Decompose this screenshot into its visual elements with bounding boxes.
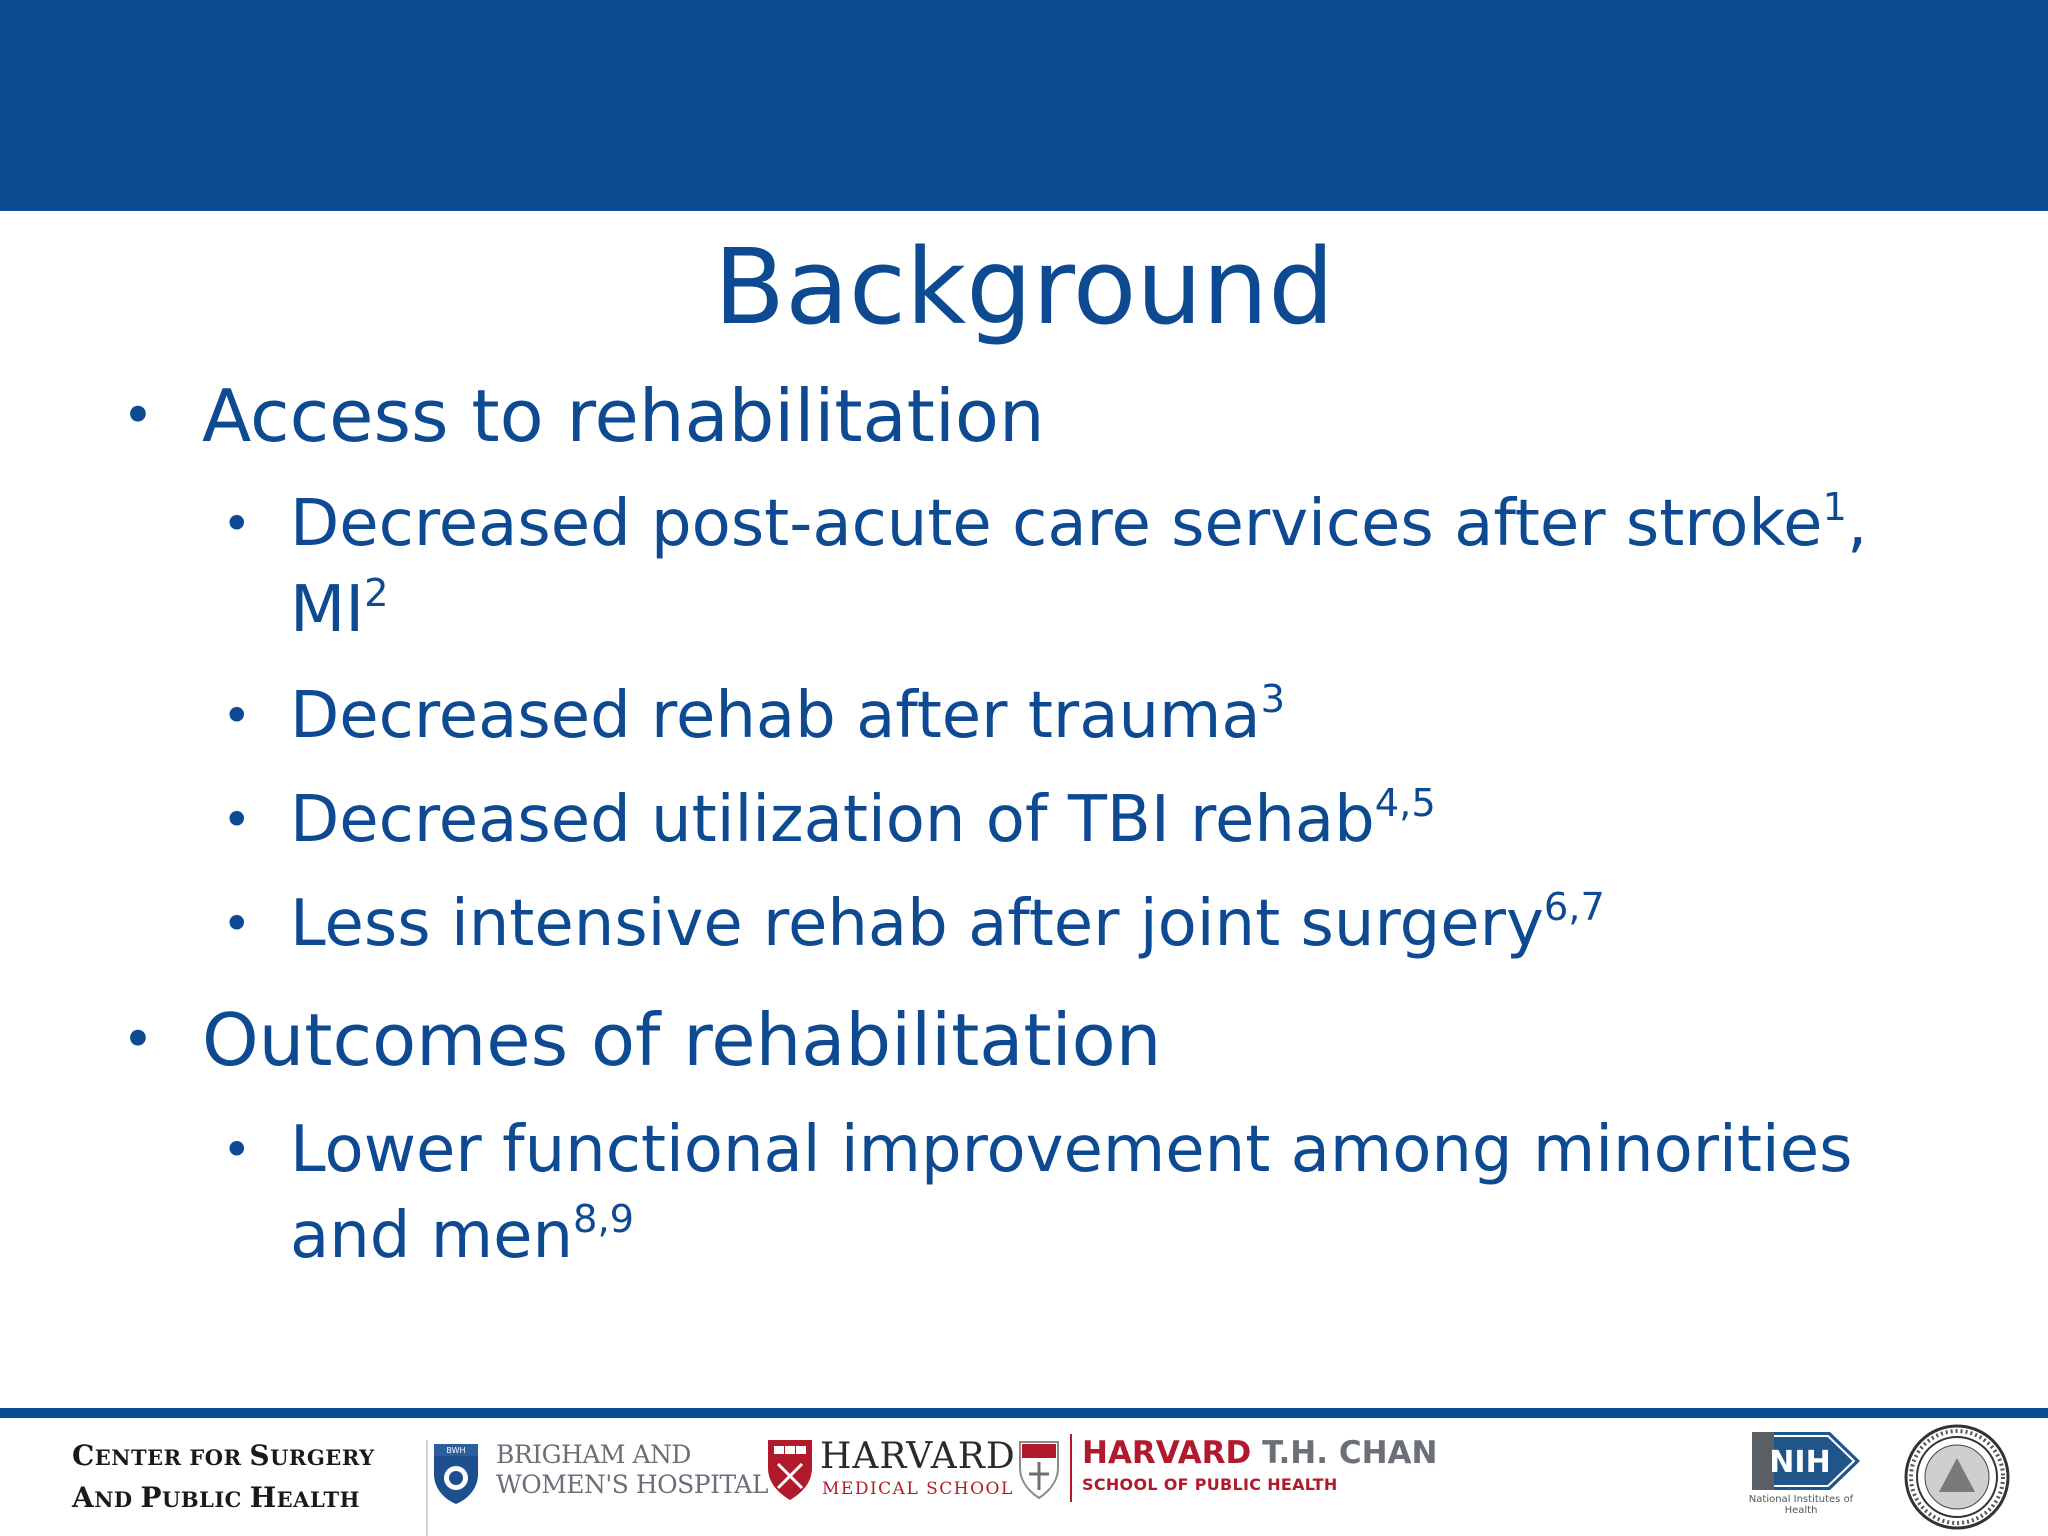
- sub-bullet-continuation: and men$^{8,9}$: [290, 1197, 635, 1273]
- citation-sup: 4,5: [1374, 781, 1436, 827]
- hsph-divider: [1070, 1434, 1072, 1502]
- sub-bullet-text: Decreased post-acute care services after stroke$^1$,: [290, 485, 1868, 561]
- footer-rule: [0, 1408, 2048, 1418]
- sub-bullet-continuation: $MI^2$: [290, 571, 389, 647]
- slide-title: Background: [713, 226, 1335, 348]
- bwh-logo-text: BRIGHAM AND WOMEN'S HOSPITAL: [496, 1440, 768, 1499]
- bullet-dot: •: [222, 687, 252, 745]
- bullet-text: Access to rehabilitation: [202, 374, 1045, 458]
- bullet-text: Outcomes of rehabilitation: [202, 998, 1162, 1082]
- hms-shield-icon: [766, 1438, 814, 1502]
- sub-bullet-text: Decreased utilization of TBI rehab$^{4,5}$: [290, 781, 1436, 857]
- citation-sup: 3: [1260, 677, 1285, 723]
- logo-divider: [426, 1440, 428, 1536]
- citation-sup: 8,9: [573, 1197, 635, 1243]
- bullet-dot: •: [222, 1121, 252, 1179]
- hsph-shield-icon: [1018, 1440, 1060, 1500]
- svg-text:BWH: BWH: [446, 1446, 466, 1455]
- hms-logo-title: HARVARD: [820, 1436, 1016, 1477]
- citation-sup: 6,7: [1543, 885, 1605, 931]
- hsph-logo-sub: SCHOOL OF PUBLIC HEALTH: [1082, 1475, 1338, 1494]
- university-seal-icon: [1904, 1424, 2010, 1530]
- sub-bullet-text: Lower functional improvement among minorities: [290, 1113, 1853, 1187]
- citation-sup: 1: [1822, 485, 1847, 531]
- nih-logo-sub: National Institutes of Health: [1748, 1494, 1854, 1516]
- citation-sup: 2: [364, 571, 389, 617]
- bullet-dot: •: [222, 791, 252, 849]
- hsph-logo-title: HARVARD T.H. CHAN: [1082, 1435, 1438, 1471]
- nih-logo-icon: [1752, 1430, 1864, 1492]
- sub-bullet-text: Less intensive rehab after joint surgery$^{6,7}$: [290, 885, 1605, 961]
- center-name-logo: CENTER FOR SURGERY AND PUBLIC HEALTH: [72, 1439, 375, 1514]
- bullet-dot: •: [222, 895, 252, 953]
- sub-bullet-text: Decreased rehab after trauma$^3$: [290, 677, 1285, 753]
- svg-text:NIH: NIH: [1769, 1445, 1831, 1480]
- bullet-dot: •: [222, 495, 252, 553]
- bwh-shield-icon: [432, 1440, 480, 1506]
- bullet-dot: •: [122, 384, 154, 447]
- bullet-dot: •: [122, 1008, 154, 1071]
- hms-logo-sub: MEDICAL SCHOOL: [822, 1479, 1014, 1499]
